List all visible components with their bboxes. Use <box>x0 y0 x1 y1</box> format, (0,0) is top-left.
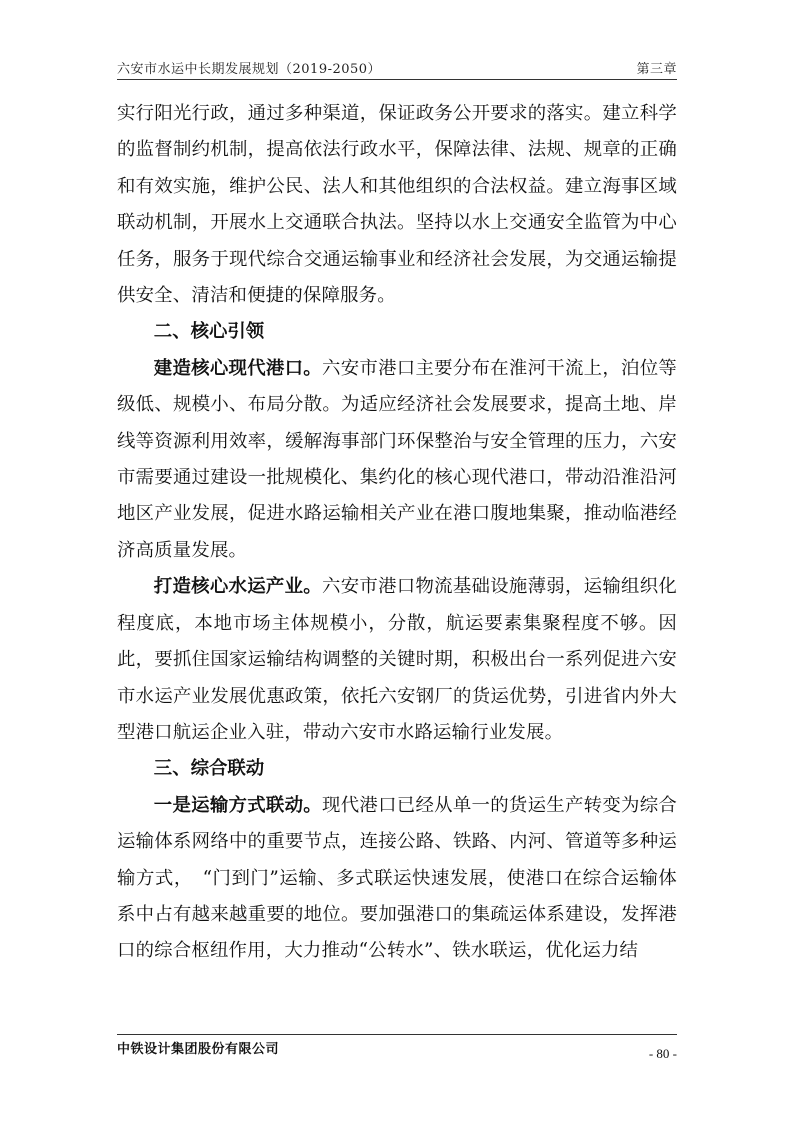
footer-divider <box>117 1034 677 1035</box>
paragraph-core-industry <box>117 569 677 751</box>
header-divider <box>117 79 677 80</box>
page-body <box>117 96 677 970</box>
page-number: - 80 - <box>648 1046 677 1061</box>
chapter-label: 第三章 <box>636 62 677 77</box>
paragraph-lead: 打造核心水运产业。 <box>153 576 322 598</box>
document-title: 六安市水运中长期发展规划（2019-2050） <box>117 62 382 77</box>
paragraph-text: 六安市港口主要分布在淮河干流上，泊位等级低、规模小、布局分散。为适应经济社会发展要求，提高土地、岸线等资源利用效率，缓解海事部门环保整治与安全管理的压力，六安市需要通过建设一批规模化、集约化的核心现代港口，带动沿淮沿河地区产业发展，促进水路运输相关产业在港口腹地集聚，推动临港经济高质量发展。 <box>117 357 677 561</box>
paragraph-lead: 一是运输方式联动。 <box>153 794 322 816</box>
paragraph-lead: 建造核心现代港口。 <box>153 357 322 379</box>
page-footer <box>117 1036 677 1061</box>
company-name: 中铁设计集团股份有限公司 <box>117 1042 280 1057</box>
paragraph-continued: 实行阳光行政，通过多种渠道，保证政务公开要求的落实。建立科学的监督制约机制，提高依法行政水平，保障法律、法规、规章的正确和有效实施，维护公民、法人和其他组织的合法权益。建立海事区域联动机制，开展水上交通联合执法。坚持以水上交通安全监管为中心任务，服务于现代综合交通运输事业和经济社会发展，为交通运输提供安全、清洁和便捷的保障服务。 <box>117 103 677 307</box>
paragraph-transport-linkage <box>117 788 677 970</box>
section-heading-core-leading: 二、核心引领 <box>153 321 265 343</box>
paragraph-core-port <box>117 351 677 569</box>
paragraph-text: 现代港口已经从单一的货运生产转变为综合运输体系网络中的重要节点，连接公路、铁路、内河、管道等多种运输方式， “门到门”运输、多式联运快速发展，使港口在综合运输体系中占有越来越重要的地位。要加强港口的集疏运体系建设，发挥港口的综合枢纽作用，大力推动“公转水”、铁水联运，优化运力结 <box>117 794 677 962</box>
section-heading-integrated-linkage: 三、综合联动 <box>153 758 265 780</box>
page-header <box>117 56 677 78</box>
paragraph-text: 六安市港口物流基础设施薄弱，运输组织化程度底，本地市场主体规模小，分散，航运要素集聚程度不够。因此，要抓住国家运输结构调整的关键时期，积极出台一系列促进六安市水运产业发展优惠政策，依托六安钢厂的货运优势，引进省内外大型港口航运企业入驻，带动六安市水路运输行业发展。 <box>117 576 677 743</box>
